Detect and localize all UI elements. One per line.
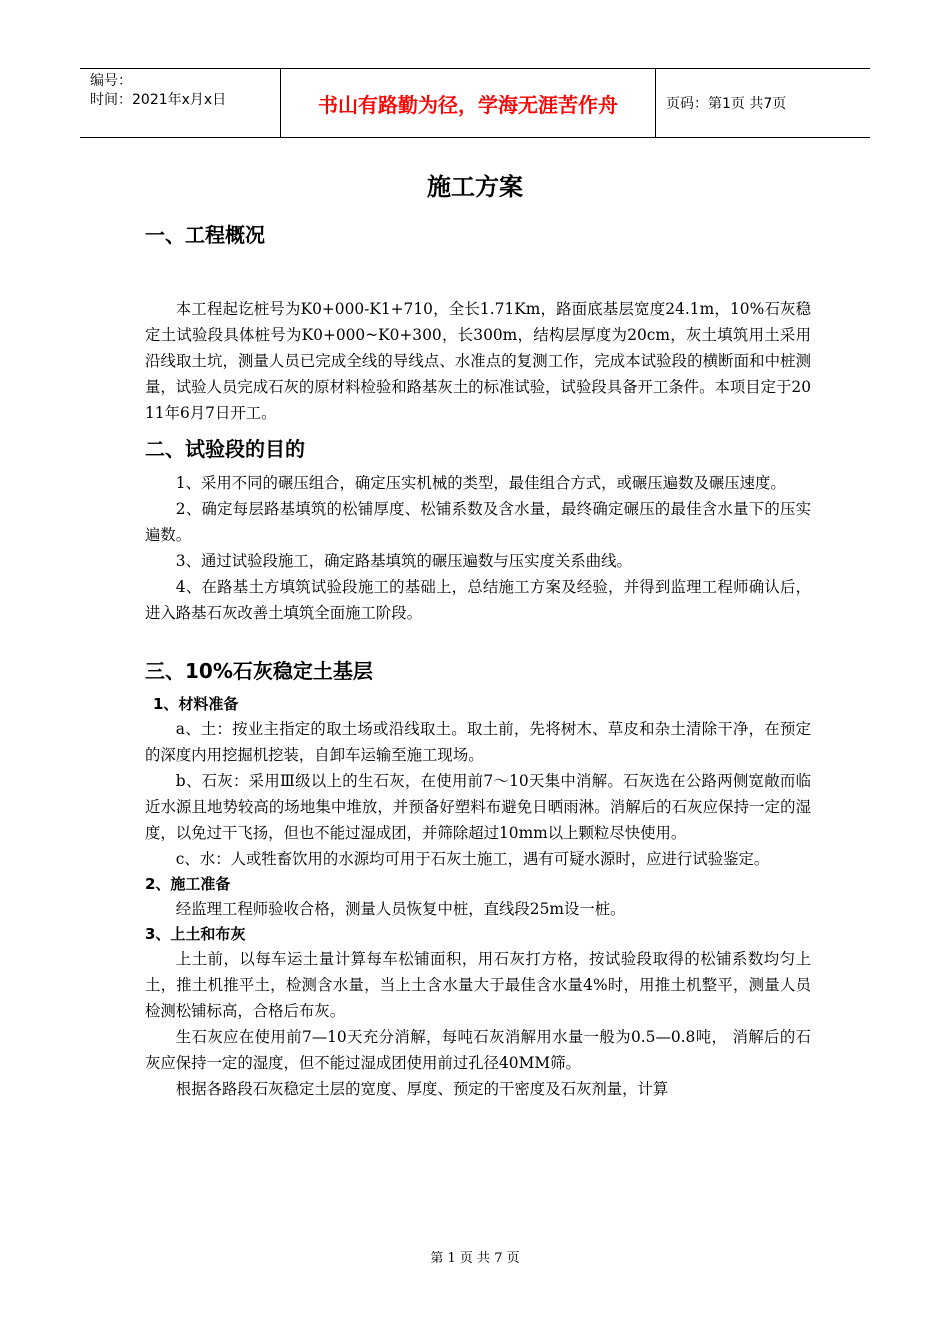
paragraph: 上土前，以每车运土量计算每车松铺面积，用石灰打方格，按试验段取得的松铺系数均匀上土，推土机推平土，检测含水量，当上土含水量大于最佳含水量4%时，用推土机整平，测量人员检测松铺标高，合格后布灰。	[145, 950, 811, 1020]
header-page-number: 页码：第1页 共7页	[666, 96, 787, 112]
header-meta	[80, 69, 281, 137]
section-heading-lime-soil: 三、10%石灰稳定土基层	[145, 659, 373, 683]
subheading-soil-lime: 3、上土和布灰	[145, 925, 246, 943]
header-number: 编号：	[90, 73, 132, 89]
page-title: 施工方案	[427, 173, 523, 201]
paragraph: b、石灰：采用Ⅲ级以上的生石灰，在使用前7～10天集中消解。石灰选在公路两侧宽敞而临近水源且地势较高的场地集中堆放，并预备好塑料布避免日晒雨淋。消解后的石灰应保持一定的湿度，以免过干飞扬，但也不能过湿成团，并筛除超过10mm以上颗粒尽快使用。	[145, 772, 811, 842]
section-heading-overview: 一、工程概况	[145, 223, 265, 247]
paragraph: 本工程起讫桩号为K0+000-K1+710，全长1.71Km，路面底基层宽度24.1m，10%石灰稳定土试验段具体桩号为K0+000~K0+300，长300m，结构层厚度为20cm，灰土填筑用土采用沿线取土坑，测量人员已完成全线的导线点、水准点的复测工作，完成本试验段的横断面和中桩测量，试验人员完成石灰的原材料检验和路基灰土的标准试验，试验段具备开工条件。本项目定于2011年6月7日开工。	[145, 300, 811, 422]
paragraph: 经监理工程师验收合格，测量人员恢复中桩，直线段25m设一桩。	[175, 900, 626, 918]
page-footer: 第 1 页 共 7 页	[430, 1251, 520, 1266]
paragraph: 根据各路段石灰稳定土层的宽度、厚度、预定的干密度及石灰剂量，计算	[175, 1080, 669, 1098]
paragraph: a、土：按业主指定的取土场或沿线取土。取土前，先将树木、草皮和杂土清除干净，在预定的深度内用挖掘机挖装，自卸车运输至施工现场。	[145, 720, 811, 764]
paragraph: 生石灰应在使用前7—10天充分消解，每吨石灰消解用水量一般为0.5—0.8吨， 消解后的石灰应保持一定的湿度，但不能过湿成团使用前过孔径40MM筛。	[145, 1028, 811, 1072]
paragraph: 4、在路基土方填筑试验段施工的基础上，总结施工方案及经验，并得到监理工程师确认后，进入路基石灰改善土填筑全面施工阶段。	[145, 578, 811, 622]
section-heading-purpose: 二、试验段的目的	[145, 437, 305, 461]
header-motto: 书山有路勤为径，学海无涯苦作舟	[281, 69, 656, 137]
subheading-materials: 1、材料准备	[153, 695, 239, 713]
document-header	[80, 68, 870, 138]
header-time: 时间：2021年x月x日	[90, 92, 227, 108]
subheading-preparation: 2、施工准备	[145, 875, 231, 893]
paragraph: 3、通过试验段施工，确定路基填筑的碾压遍数与压实度关系曲线。	[175, 552, 632, 570]
paragraph: c、水：人或牲畜饮用的水源均可用于石灰土施工，遇有可疑水源时，应进行试验鉴定。	[175, 850, 770, 868]
paragraph: 2、确定每层路基填筑的松铺厚度、松铺系数及含水量，最终确定碾压的最佳含水量下的压实遍数。	[145, 500, 811, 544]
document-body	[145, 218, 811, 1102]
paragraph: 1、采用不同的碾压组合，确定压实机械的类型，最佳组合方式，或碾压遍数及碾压速度。	[175, 474, 786, 492]
